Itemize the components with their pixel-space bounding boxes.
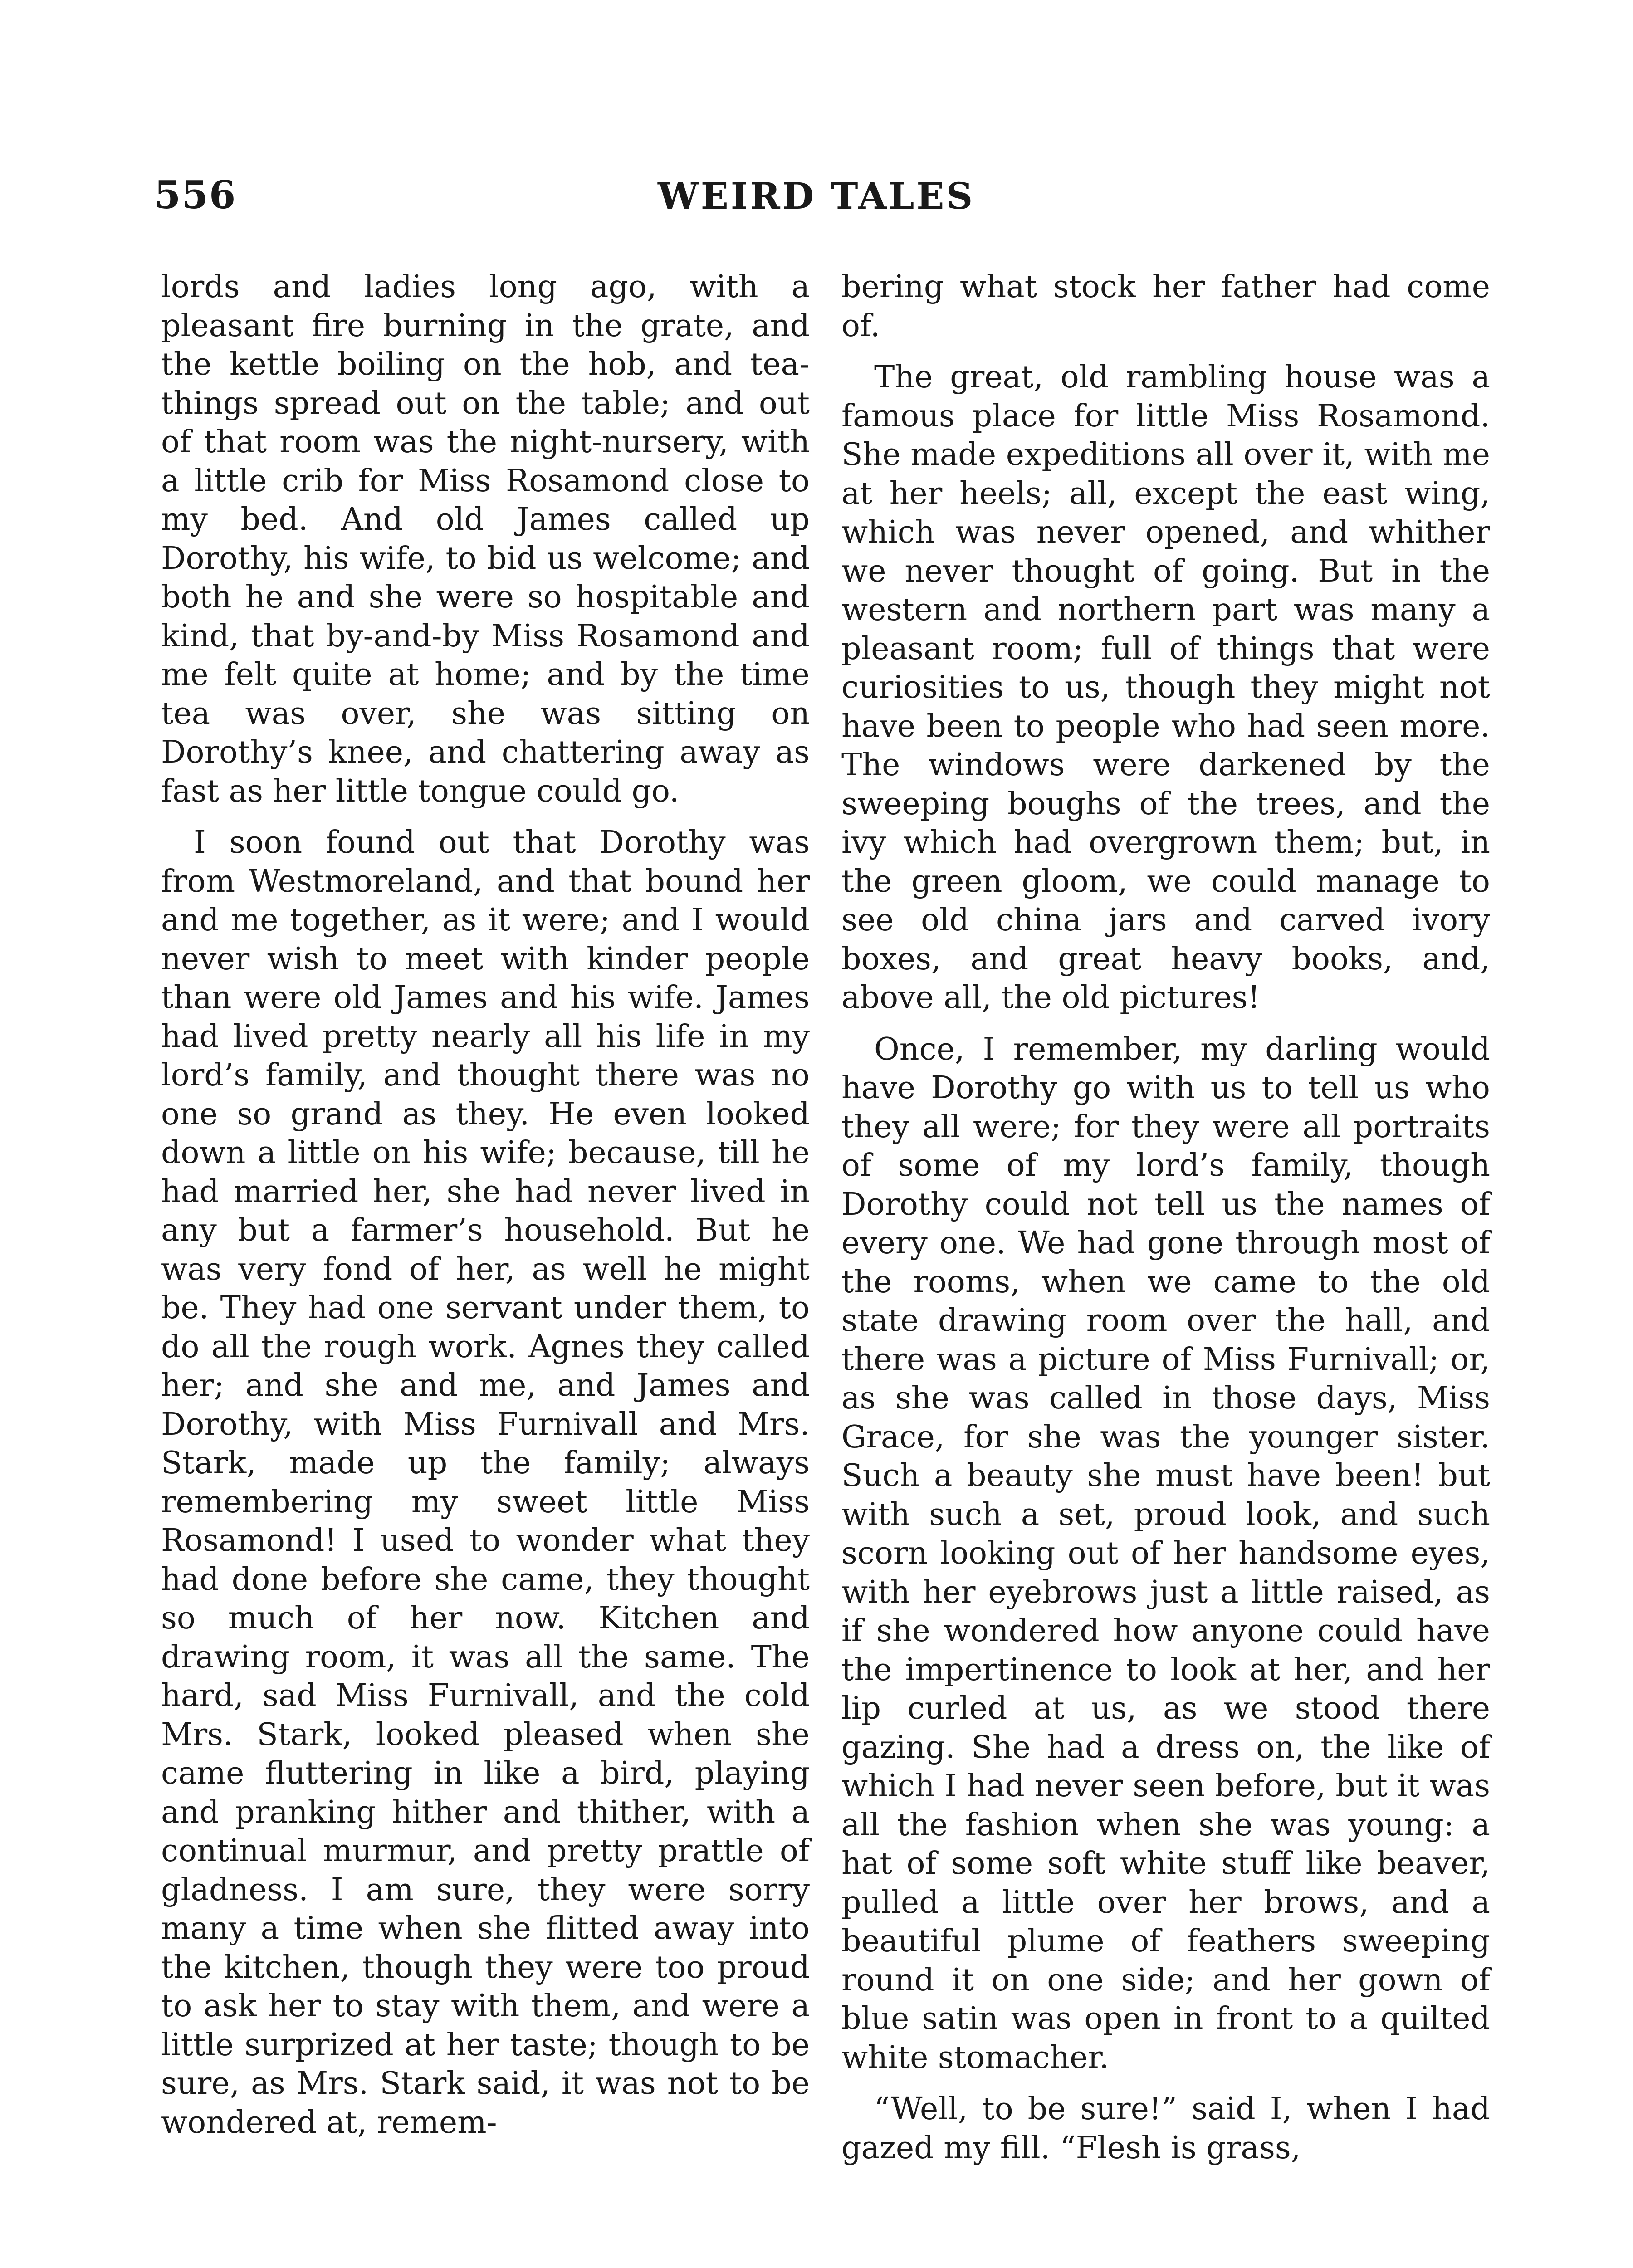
paragraph-continued: bering what stock her father had come of. bbox=[841, 269, 1490, 344]
left-text-column bbox=[161, 268, 810, 2142]
paragraph: The great, old rambling house was a famous place for little Miss Rosamond. She made expeditions all over it, with me at her heels; all, except the east wing, which was never opened, and whither we never thought of going. But in the western and northern part was many a pleasant room; full of things that were curiosities to us, though they might not have been to people who had seen more. The windows were darkened by the sweeping boughs of the trees, and the ivy which had overgrown them; but, in the green gloom, we could manage to see old china jars and carved ivory boxes, and great heavy books, and, above all, the old pictures! bbox=[841, 359, 1490, 1016]
paragraph-continued: lords and ladies long ago, with a pleasant fire burning in the grate, and the kettle boiling on the hob, and tea-things spread out on the table; and out of that room was the night-nursery, with a little crib for Miss Rosamond close to my bed. And old James called up Dorothy, his wife, to bid us welcome; and both he and she were so hospitable and kind, that by-and-by Miss Rosamond and me felt quite at home; and by the time tea was over, she was sitting on Dorothy’s knee, and chattering away as fast as her little tongue could go. bbox=[161, 269, 810, 809]
right-text-column bbox=[841, 268, 1490, 2167]
paragraph: “Well, to be sure!” said I, when I had gazed my fill. “Flesh is grass, bbox=[841, 2091, 1490, 2166]
running-title: WEIRD TALES bbox=[658, 175, 975, 217]
page-number: 556 bbox=[154, 172, 237, 217]
paragraph: Once, I remember, my darling would have Dorothy go with us to tell us who they all were; for they were all portraits of some of my lord’s family, though Dorothy could not tell us the names of every one. We had gone through most of the rooms, when we came to the old state drawing room over the hall, and there was a picture of Miss Furnivall; or, as she was called in those days, Miss Grace, for she was the younger sister. Such a beauty she must have been! but with such a set, proud look, and such scorn looking out of her handsome eyes, with her eyebrows just a little raised, as if she wondered how anyone could have the impertinence to look at her, and her lip curled at us, as we stood there gazing. She had a dress on, the like of which I had never seen before, but it was all the fashion when she was young: a hat of some soft white stuff like beaver, pulled a little over her brows, and a beautiful plume of feathers sweeping round it on one side; and her gown of blue satin was open in front to a quilted white stomacher. bbox=[841, 1031, 1490, 2076]
paragraph: I soon found out that Dorothy was from Westmoreland, and that bound her and me together, as it were; and I would never wish to meet with kinder people than were old James and his wife. James had lived pretty nearly all his life in my lord’s family, and thought there was no one so grand as they. He even looked down a little on his wife; because, till he had married her, she had never lived in any but a farmer’s household. But he was very fond of her, as well he might be. They had one servant under them, to do all the rough work. Agnes they called her; and she and me, and James and Dorothy, with Miss Furnivall and Mrs. Stark, made up the family; always remembering my sweet little Miss Rosamond! I used to wonder what they had done before she came, they thought so much of her now. Kitchen and drawing room, it was all the same. The hard, sad Miss Furnivall, and the cold Mrs. Stark, looked pleased when she came fluttering in like a bird, playing and pranking hither and thither, with a continual murmur, and pretty prattle of gladness. I am sure, they were sorry many a time when she flitted away into the kitchen, though they were too proud to ask her to stay with them, and were a little surprized at her taste; though to be sure, as Mrs. Stark said, it was not to be wondered at, remem- bbox=[161, 825, 810, 2141]
